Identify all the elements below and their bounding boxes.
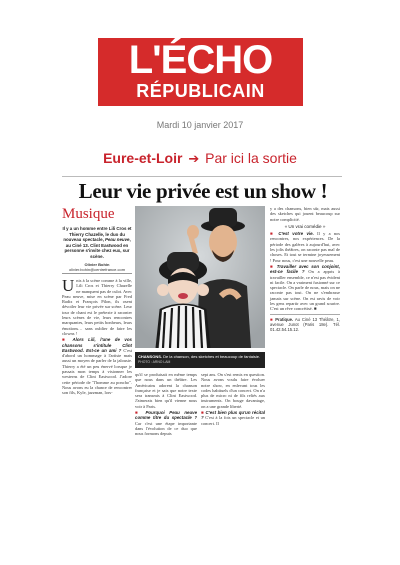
question-3: C'est bien plus qu'un récital ? [201, 410, 265, 421]
article-column-3 [201, 372, 265, 482]
masthead-logo [98, 38, 303, 106]
masthead-line2: RÉPUBLICAIN [136, 81, 265, 101]
answer-4: Il y a nos rencontres, nos expériences. De la période des galères à aujourd'hui, avec les jolis théâtres, on raconte pas mal de choses. Et tout se termine joyeusement ! Pour nous, c'est une nouvelle peau. [270, 231, 340, 263]
article-lead [62, 226, 132, 260]
article-column-2 [135, 372, 197, 482]
column-4-paragraph: y a des chansons, bien sûr, mais aussi des sketches qui jouent beaucoup sur notre complicité. [270, 206, 340, 222]
author-name: Olivier Bohin [84, 262, 110, 267]
question-2: Pourquoi Peau neuve comme titre du spectacle ? [135, 410, 198, 421]
practical-label: Pratique. [275, 316, 294, 322]
caption-text: De la chanson, des sketches et beaucoup de fantaisie. [162, 354, 261, 359]
byline-rule [62, 273, 132, 274]
publication-date: Mardi 10 janvier 2017 [156, 120, 244, 130]
byline [62, 262, 132, 272]
question-5: Travailler avec son conjoint, est-ce facile ? [270, 263, 340, 275]
article-photo [135, 206, 265, 348]
intro-paragraph: nis à la scène comme à la ville, Lili Cros et Thierry Chazelle ne manquent pas de culot. Avec Peau neuve, mise en scène par Fred Radix et François Pilon, ils osent dévoiler leur vie privée sur scène. Leur tour de chant est le prétexte à raconter leurs scènes de vie, leurs rencontres marquantes, leurs petits bonheurs, leurs émotions… sans oublier de faire les clowns ! [62, 278, 132, 336]
article-rubric: Musique [62, 206, 115, 222]
headline-rule [62, 176, 342, 177]
article-column-4 [270, 206, 340, 478]
question-1: Alors Lili, l'une de vos chansons s'intitule Clint Eastwood. Est-ce un ami ? [62, 337, 132, 353]
article-column-1 [62, 278, 132, 478]
info-square-icon: ■ [270, 316, 276, 322]
drop-cap: U [62, 276, 75, 295]
duo-photo-illustration [135, 206, 265, 348]
question-square-icon: ■ [201, 410, 206, 416]
section-location: Eure-et-Loir [103, 150, 183, 166]
answer-5: On a appris à travailler ensemble, ce n'est pas évident ni facile. On a vraiment fusionné sur ce spectacle. On parle de nous, mais on ne raconte pas tout. On ne s'embrasse jamais sur scène. On est ravis de voir les gens repartir avec un grand sourire. C'est un rêve concrétisé. ■ [270, 269, 340, 312]
question-square-icon: ■ [62, 337, 73, 343]
photo-caption [135, 352, 265, 368]
lead-text-end: , au Ciné 13. Clint Eastwood en personne s'invite chez eux, sur scène. [64, 237, 131, 259]
answer-1: C'est d'abord un hommage à l'artiste mais aussi un moyen de parler de la jalousie. Thierry a été un peu énervé lorsque je passais mon temps à visionner les westerns de Clint Eastwood. J'adore cette période de "l'homme au poncho". Nous avons eu la chance de rencontrer son fils, Kyle, jazzman, lors- [62, 347, 133, 396]
section-header [0, 150, 400, 167]
question-square-icon: ■ [270, 231, 279, 237]
question-square-icon: ■ [270, 263, 277, 269]
article-headline: Leur vie privée est un show ! [78, 179, 328, 203]
column-3-paragraph: sept ans. On s'est remis en question. Nous avons voulu faire évoluer notre show, en enlevant tous les codes habituels d'un concert. On n'a plus de micro ni de fils reliés aux instruments. On bouge davantage, on a une grande liberté. [201, 372, 265, 409]
lead-show-title: Peau neuve [105, 237, 130, 243]
answer-3: C'est à la fois un spectacle et un concert. Il [201, 415, 265, 426]
lead-text: Il y a un homme entre Lili Cros et Thierry Chazelle, le duo du nouveau spectacle, [62, 226, 132, 243]
question-square-icon: ■ [135, 410, 146, 416]
masthead-line1: L'ÉCHO [128, 38, 273, 82]
arrow-right-icon: ➔ [188, 151, 200, 166]
question-4: C'est votre vie. [278, 231, 314, 237]
caption-label: CHANSONS. [138, 354, 163, 359]
author-email: olivier.bohin@centrefrance.com [68, 267, 126, 272]
practical-text: Au Ciné 13 Théâtre, 1, avenue Junot (Paris 18e). Tél. 01.42.54.15.12. [270, 316, 340, 333]
column-2-paragraph: qu'il se produisait en même temps que nous dans un théâtre. Les Américains adorent la chanson française et je sais que notre texte sera transmis à Clint Eastwood. J'aimerais bien qu'il vienne nous voir à Paris. [135, 372, 197, 409]
answer-2: Car c'est une étape importante dans l'évolution de ce duo que nous formons depuis [135, 420, 197, 437]
photo-credit: PHOTO : ARNO LAM [138, 360, 171, 364]
section-rubric: Par ici la sortie [205, 150, 297, 166]
intertitle: « Un vrai comédie » [284, 223, 326, 229]
practical-info [270, 314, 340, 333]
